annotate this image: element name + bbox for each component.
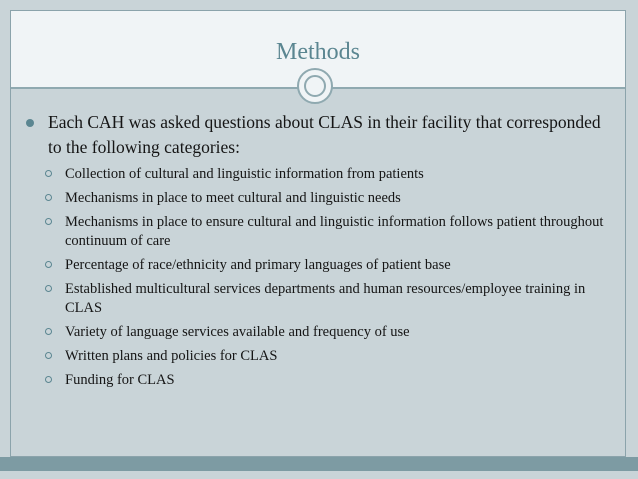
inner-ring: [304, 75, 326, 97]
sub-bullet-item: [44, 256, 614, 275]
sub-bullet-text: Collection of cultural and linguistic information from patients: [65, 166, 424, 182]
sub-bullet-item: [44, 165, 614, 184]
sub-bullet-item: [44, 189, 614, 208]
hollow-circle-bullet-icon: [45, 218, 52, 225]
hollow-circle-bullet-icon: [45, 170, 52, 177]
double-ring-ornament-icon: [297, 68, 333, 104]
main-bullet: [24, 110, 614, 160]
sub-bullet-text: Established multicultural services departments and human resources/employee training in CLAS: [65, 281, 586, 316]
footer-bar: [0, 457, 638, 471]
hollow-circle-bullet-icon: [45, 352, 52, 359]
sub-bullet-item: [44, 347, 614, 366]
slide-content: [24, 110, 614, 395]
hollow-circle-bullet-icon: [45, 328, 52, 335]
sub-bullet-text: Funding for CLAS: [65, 372, 175, 388]
sub-bullet-text: Written plans and policies for CLAS: [65, 348, 278, 364]
main-bullet-text: Each CAH was asked questions about CLAS in their facility that corresponded to the following categories:: [48, 112, 601, 157]
sub-bullet-item: [44, 323, 614, 342]
sub-bullet-text: Variety of language services available and frequency of use: [65, 324, 410, 340]
sub-bullet-text: Mechanisms in place to meet cultural and linguistic needs: [65, 190, 401, 206]
hollow-circle-bullet-icon: [45, 285, 52, 292]
sub-bullet-text: Percentage of race/ethnicity and primary languages of patient base: [65, 257, 451, 273]
hollow-circle-bullet-icon: [45, 376, 52, 383]
hollow-circle-bullet-icon: [45, 194, 52, 201]
sub-bullet-item: [44, 371, 614, 390]
sub-bullet-list: [24, 165, 614, 390]
footer-bottom-strip: [0, 471, 638, 479]
sub-bullet-item: [44, 213, 614, 251]
filled-circle-bullet-icon: [26, 119, 34, 127]
slide-title: Methods: [276, 39, 360, 65]
hollow-circle-bullet-icon: [45, 261, 52, 268]
sub-bullet-item: [44, 280, 614, 318]
sub-bullet-text: Mechanisms in place to ensure cultural and linguistic information follows patient throughout continuum of care: [65, 214, 604, 249]
